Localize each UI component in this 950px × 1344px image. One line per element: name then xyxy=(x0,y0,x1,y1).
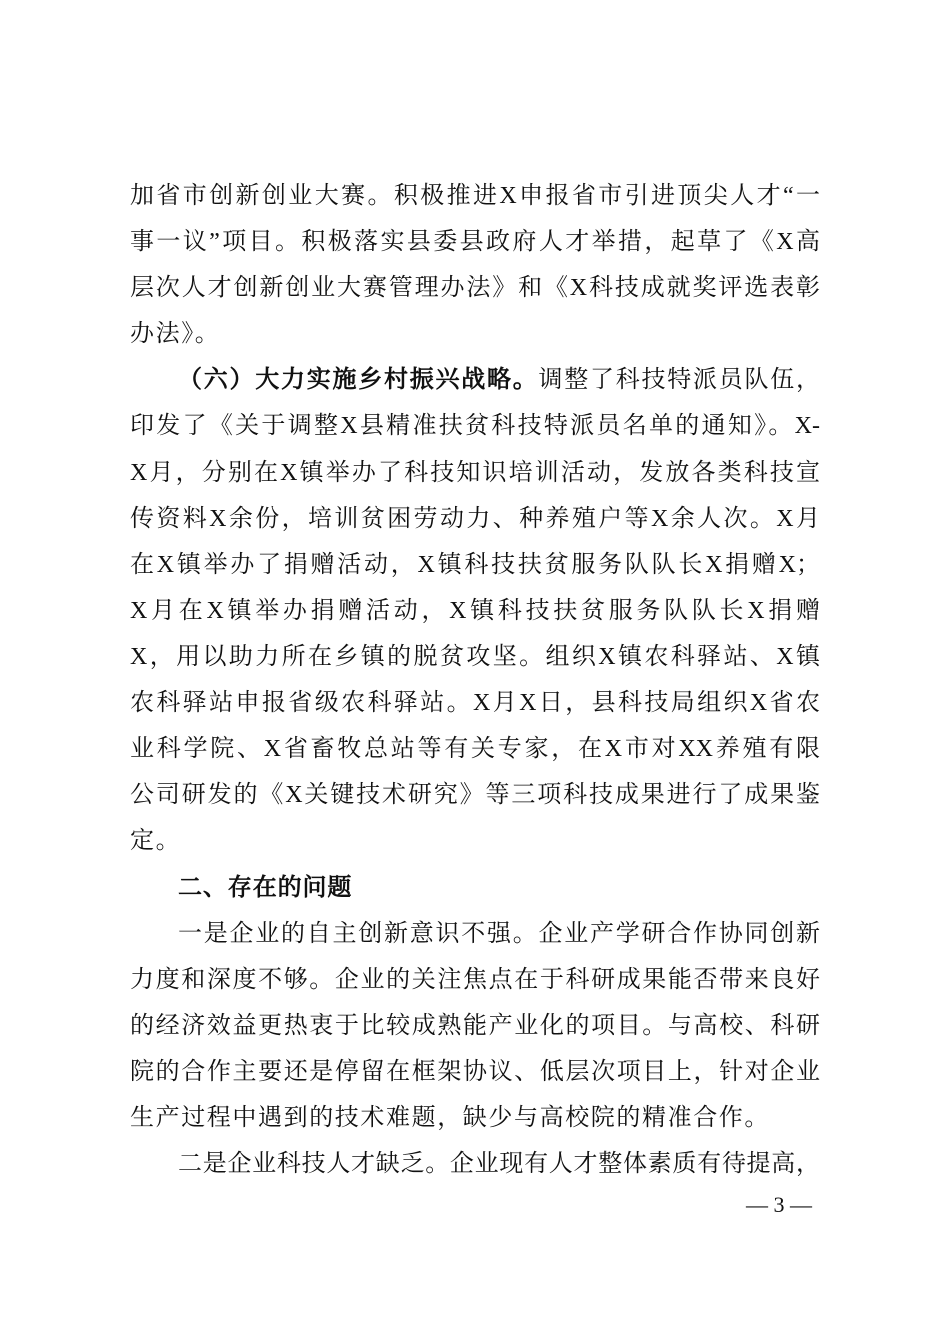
text-line: 层次人才创新创业大赛管理办法》和《X科技成就奖评选表彰 xyxy=(130,275,820,302)
text-line: X月，分别在X镇举办了科技知识培训活动，发放各类科技宣 xyxy=(130,459,820,486)
text-line: 在X镇举办了捐赠活动，X镇科技扶贫服务队队长X捐赠X； xyxy=(130,551,820,578)
document-body xyxy=(130,173,820,1187)
text-line: 传资料X余份，培训贫困劳动力、种养殖户等X余人次。X月 xyxy=(130,505,820,532)
text-run: 调整了科技特派员队伍， xyxy=(538,367,820,394)
text-line: 一是企业的自主创新意识不强。企业产学研合作协同创新 xyxy=(178,920,820,947)
text-line: 印发了《关于调整X县精准扶贫科技特派员名单的通知》。X- xyxy=(130,413,820,440)
paragraph-innovation-awareness xyxy=(130,911,820,1141)
paragraph-talent-policy xyxy=(130,173,820,357)
text-line: 农科驿站申报省级农科驿站。X月X日，县科技局组织X省农 xyxy=(130,690,820,717)
text-line: X月在X镇举办捐赠活动，X镇科技扶贫服务队队长X捐赠 xyxy=(130,597,820,624)
text-line xyxy=(130,357,820,403)
text-line: 的经济效益更热衷于比较成熟能产业化的项目。与高校、科研 xyxy=(130,1012,820,1039)
text-line: 事一议”项目。积极落实县委县政府人才举措，起草了《X高 xyxy=(130,229,820,256)
text-line: X，用以助力所在乡镇的脱贫攻坚。组织X镇农科驿站、X镇 xyxy=(130,643,820,670)
text-line: 业科学院、X省畜牧总站等有关专家，在X市对XX养殖有限 xyxy=(130,736,820,763)
text-line: 二是企业科技人才缺乏。企业现有人才整体素质有待提高， xyxy=(178,1150,820,1177)
section-lead-title: （六）大力实施乡村振兴战略。 xyxy=(178,367,539,394)
text-line: 院的合作主要还是停留在框架协议、低层次项目上，针对企业 xyxy=(130,1058,820,1085)
text-line: 公司研发的《X关键技术研究》等三项科技成果进行了成果鉴 xyxy=(130,782,820,809)
page-number: — 3 — xyxy=(746,1192,812,1217)
text-line: 定。 xyxy=(130,828,182,855)
paragraph-rural-revitalization xyxy=(130,357,820,864)
text-line: 力度和深度不够。企业的关注焦点在于科研成果能否带来良好 xyxy=(130,966,820,993)
text-line: 加省市创新创业大赛。积极推进X申报省市引进顶尖人才“一 xyxy=(130,183,820,209)
text-line: 生产过程中遇到的技术难题，缺少与高校院的精准合作。 xyxy=(130,1104,770,1131)
section-heading: 二、存在的问题 xyxy=(178,873,353,902)
paragraph-talent-shortage xyxy=(130,1141,820,1187)
text-line: 办法》。 xyxy=(130,321,221,348)
